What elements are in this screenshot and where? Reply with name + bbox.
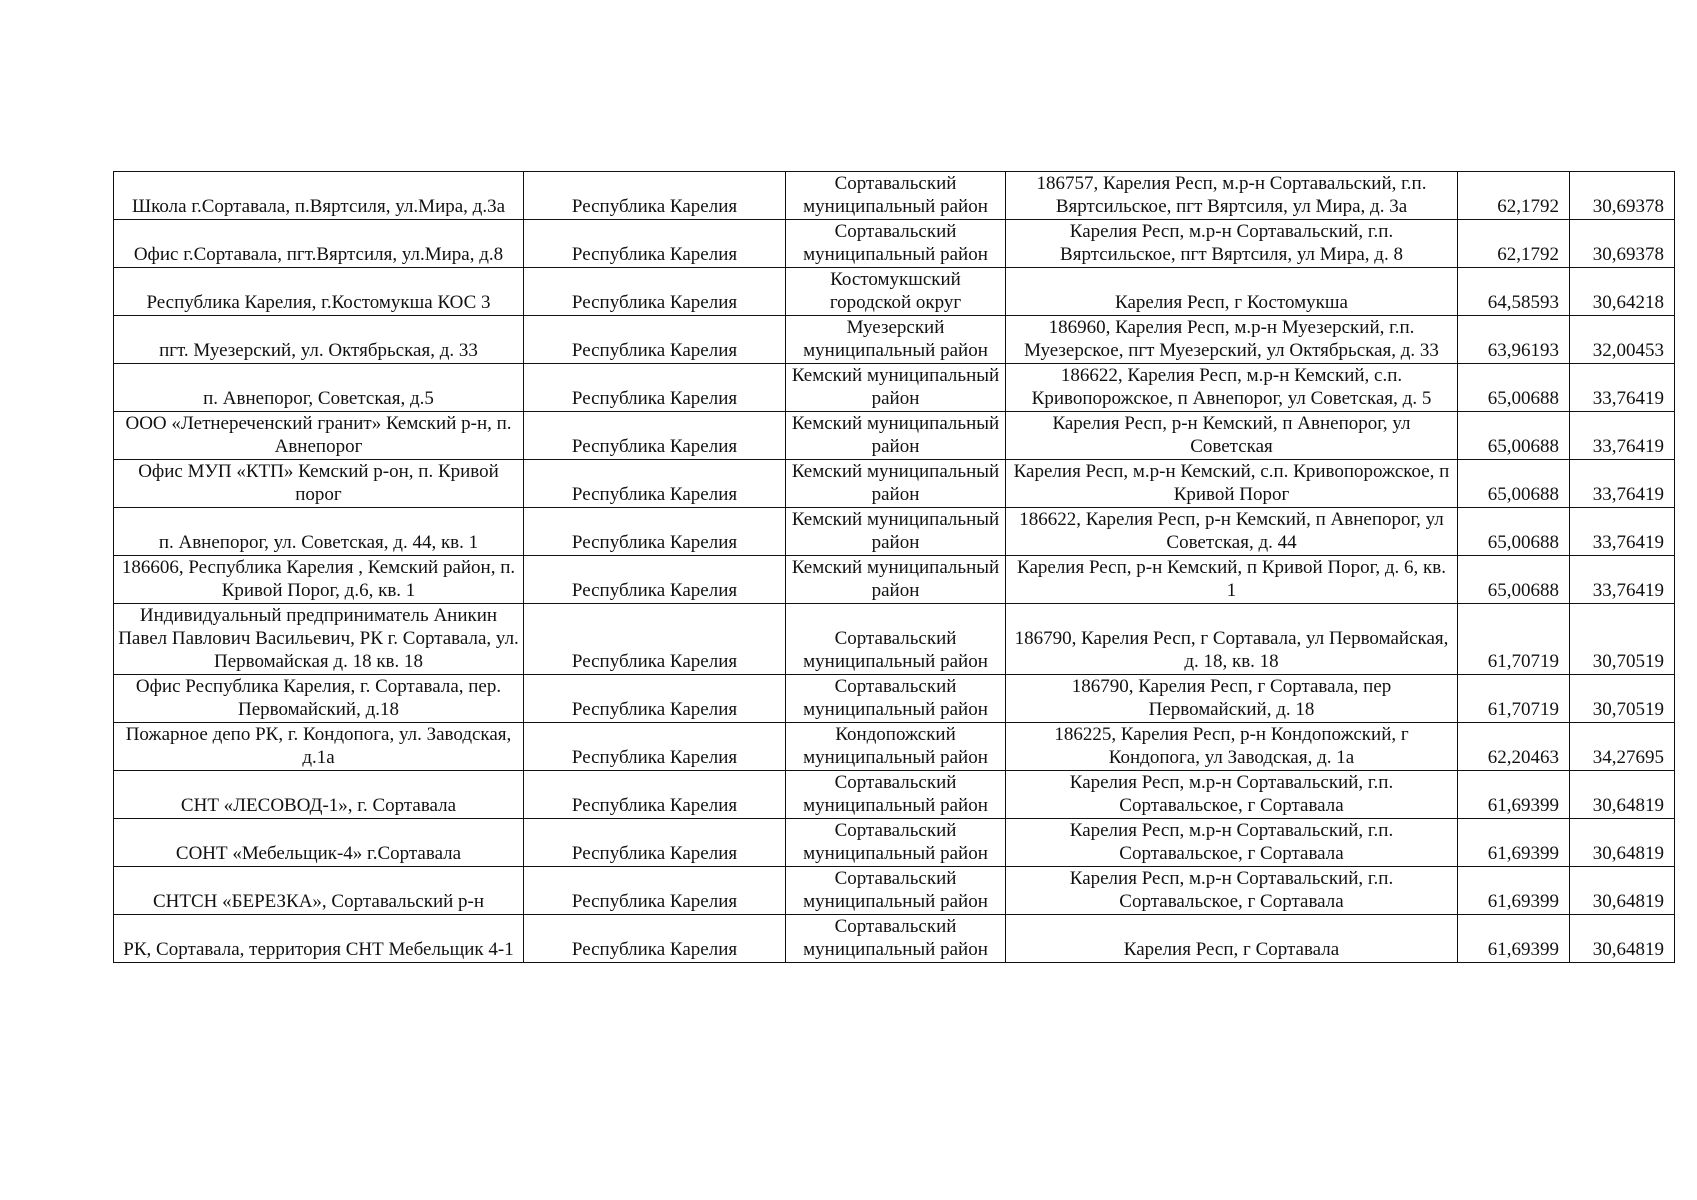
- table-row: [114, 604, 1675, 675]
- cell-district: Сортавальский муниципальный район: [786, 675, 1006, 723]
- cell-district: Сортавальский муниципальный район: [786, 604, 1006, 675]
- cell-district: Муезерский муниципальный район: [786, 316, 1006, 364]
- cell-region: Республика Карелия: [524, 723, 786, 771]
- table-row: [114, 867, 1675, 915]
- table-body: [114, 172, 1675, 963]
- cell-district: Кемский муниципальный район: [786, 412, 1006, 460]
- cell-district: Кемский муниципальный район: [786, 508, 1006, 556]
- cell-district: Кондопожский муниципальный район: [786, 723, 1006, 771]
- cell-district: Сортавальский муниципальный район: [786, 771, 1006, 819]
- cell-region: Республика Карелия: [524, 819, 786, 867]
- cell-latitude: 65,00688: [1458, 364, 1570, 412]
- table-row: [114, 508, 1675, 556]
- cell-longitude: 33,76419: [1570, 460, 1675, 508]
- table-row: [114, 771, 1675, 819]
- table-row: [114, 316, 1675, 364]
- table-row: [114, 412, 1675, 460]
- cell-longitude: 30,70519: [1570, 675, 1675, 723]
- cell-district: Сортавальский муниципальный район: [786, 819, 1006, 867]
- cell-region: Республика Карелия: [524, 867, 786, 915]
- table-row: [114, 460, 1675, 508]
- cell-address: Карелия Респ, г Костомукша: [1006, 268, 1458, 316]
- cell-district: Костомукшский городской округ: [786, 268, 1006, 316]
- cell-district: Кемский муниципальный район: [786, 556, 1006, 604]
- table-row: [114, 220, 1675, 268]
- cell-region: Республика Карелия: [524, 316, 786, 364]
- cell-longitude: 32,00453: [1570, 316, 1675, 364]
- cell-latitude: 62,1792: [1458, 172, 1570, 220]
- cell-longitude: 34,27695: [1570, 723, 1675, 771]
- table-row: [114, 556, 1675, 604]
- cell-address: Карелия Респ, г Сортавала: [1006, 915, 1458, 963]
- cell-object-name: 186606, Республика Карелия , Кемский район, п. Кривой Порог, д.6, кв. 1: [114, 556, 524, 604]
- cell-address: 186960, Карелия Респ, м.р-н Муезерский, г.п. Муезерское, пгт Муезерский, ул Октябрьская, д. 33: [1006, 316, 1458, 364]
- cell-district: Кемский муниципальный район: [786, 364, 1006, 412]
- cell-object-name: СОНТ «Мебельщик-4» г.Сортавала: [114, 819, 524, 867]
- cell-latitude: 62,1792: [1458, 220, 1570, 268]
- cell-object-name: Республика Карелия, г.Костомукша КОС 3: [114, 268, 524, 316]
- cell-latitude: 61,70719: [1458, 675, 1570, 723]
- cell-address: 186790, Карелия Респ, г Сортавала, ул Первомайская, д. 18, кв. 18: [1006, 604, 1458, 675]
- cell-region: Республика Карелия: [524, 556, 786, 604]
- cell-region: Республика Карелия: [524, 220, 786, 268]
- cell-address: Карелия Респ, м.р-н Сортавальский, г.п. Сортавальское, г Сортавала: [1006, 819, 1458, 867]
- cell-latitude: 65,00688: [1458, 460, 1570, 508]
- cell-region: Республика Карелия: [524, 508, 786, 556]
- cell-object-name: Офис МУП «КТП» Кемский р-он, п. Кривой порог: [114, 460, 524, 508]
- cell-region: Республика Карелия: [524, 915, 786, 963]
- locations-table: [113, 171, 1675, 963]
- cell-object-name: СНТ «ЛЕСОВОД-1», г. Сортавала: [114, 771, 524, 819]
- cell-object-name: Школа г.Сортавала, п.Вяртсиля, ул.Мира, д.3а: [114, 172, 524, 220]
- table-row: [114, 268, 1675, 316]
- cell-district: Сортавальский муниципальный район: [786, 915, 1006, 963]
- cell-latitude: 65,00688: [1458, 412, 1570, 460]
- table-row: [114, 819, 1675, 867]
- cell-longitude: 33,76419: [1570, 556, 1675, 604]
- cell-district: Сортавальский муниципальный район: [786, 172, 1006, 220]
- cell-latitude: 65,00688: [1458, 508, 1570, 556]
- cell-longitude: 30,69378: [1570, 220, 1675, 268]
- cell-address: Карелия Респ, м.р-н Сортавальский, г.п. Сортавальское, г Сортавала: [1006, 771, 1458, 819]
- cell-latitude: 61,70719: [1458, 604, 1570, 675]
- cell-longitude: 30,64819: [1570, 867, 1675, 915]
- cell-region: Республика Карелия: [524, 268, 786, 316]
- cell-address: 186622, Карелия Респ, р-н Кемский, п Авнепорог, ул Советская, д. 44: [1006, 508, 1458, 556]
- table-row: [114, 364, 1675, 412]
- cell-latitude: 61,69399: [1458, 867, 1570, 915]
- cell-district: Сортавальский муниципальный район: [786, 220, 1006, 268]
- cell-latitude: 61,69399: [1458, 819, 1570, 867]
- cell-address: Карелия Респ, м.р-н Сортавальский, г.п. Вяртсильское, пгт Вяртсиля, ул Мира, д. 8: [1006, 220, 1458, 268]
- cell-address: 186757, Карелия Респ, м.р-н Сортавальский, г.п. Вяртсильское, пгт Вяртсиля, ул Мира, д. 3а: [1006, 172, 1458, 220]
- table-row: [114, 915, 1675, 963]
- cell-object-name: п. Авнепорог, ул. Советская, д. 44, кв. 1: [114, 508, 524, 556]
- cell-object-name: п. Авнепорог, Советская, д.5: [114, 364, 524, 412]
- cell-region: Республика Карелия: [524, 364, 786, 412]
- cell-address: Карелия Респ, р-н Кемский, п Авнепорог, ул Советская: [1006, 412, 1458, 460]
- cell-address: 186622, Карелия Респ, м.р-н Кемский, с.п. Кривопорожское, п Авнепорог, ул Советская, д. 5: [1006, 364, 1458, 412]
- cell-longitude: 30,70519: [1570, 604, 1675, 675]
- cell-longitude: 33,76419: [1570, 412, 1675, 460]
- cell-address: Карелия Респ, р-н Кемский, п Кривой Порог, д. 6, кв. 1: [1006, 556, 1458, 604]
- cell-region: Республика Карелия: [524, 412, 786, 460]
- cell-object-name: Офис Республика Карелия, г. Сортавала, пер. Первомайский, д.18: [114, 675, 524, 723]
- cell-district: Кемский муниципальный район: [786, 460, 1006, 508]
- cell-region: Республика Карелия: [524, 172, 786, 220]
- table-row: [114, 675, 1675, 723]
- cell-latitude: 61,69399: [1458, 771, 1570, 819]
- cell-region: Республика Карелия: [524, 675, 786, 723]
- table-row: [114, 723, 1675, 771]
- cell-latitude: 62,20463: [1458, 723, 1570, 771]
- cell-longitude: 30,64819: [1570, 819, 1675, 867]
- cell-object-name: РК, Сортавала, территория СНТ Мебельщик 4-1: [114, 915, 524, 963]
- cell-region: Республика Карелия: [524, 771, 786, 819]
- cell-object-name: Офис г.Сортавала, пгт.Вяртсиля, ул.Мира, д.8: [114, 220, 524, 268]
- table-row: [114, 172, 1675, 220]
- cell-region: Республика Карелия: [524, 604, 786, 675]
- cell-longitude: 30,64819: [1570, 915, 1675, 963]
- cell-region: Республика Карелия: [524, 460, 786, 508]
- cell-object-name: пгт. Муезерский, ул. Октябрьская, д. 33: [114, 316, 524, 364]
- cell-address: 186225, Карелия Респ, р-н Кондопожский, г Кондопога, ул Заводская, д. 1а: [1006, 723, 1458, 771]
- cell-longitude: 33,76419: [1570, 364, 1675, 412]
- cell-latitude: 63,96193: [1458, 316, 1570, 364]
- cell-longitude: 33,76419: [1570, 508, 1675, 556]
- cell-object-name: ООО «Летнереченский гранит» Кемский р-н, п. Авнепорог: [114, 412, 524, 460]
- cell-object-name: СНТСН «БЕРЕЗКА», Сортавальский р-н: [114, 867, 524, 915]
- cell-object-name: Пожарное депо РК, г. Кондопога, ул. Заводская, д.1а: [114, 723, 524, 771]
- cell-address: Карелия Респ, м.р-н Сортавальский, г.п. Сортавальское, г Сортавала: [1006, 867, 1458, 915]
- cell-address: Карелия Респ, м.р-н Кемский, с.п. Кривопорожское, п Кривой Порог: [1006, 460, 1458, 508]
- cell-latitude: 61,69399: [1458, 915, 1570, 963]
- cell-longitude: 30,64819: [1570, 771, 1675, 819]
- cell-latitude: 65,00688: [1458, 556, 1570, 604]
- cell-latitude: 64,58593: [1458, 268, 1570, 316]
- cell-district: Сортавальский муниципальный район: [786, 867, 1006, 915]
- cell-longitude: 30,69378: [1570, 172, 1675, 220]
- cell-object-name: Индивидуальный предприниматель Аникин Павел Павлович Васильевич, РК г. Сортавала, ул. Первомайская д. 18 кв. 18: [114, 604, 524, 675]
- cell-address: 186790, Карелия Респ, г Сортавала, пер Первомайский, д. 18: [1006, 675, 1458, 723]
- cell-longitude: 30,64218: [1570, 268, 1675, 316]
